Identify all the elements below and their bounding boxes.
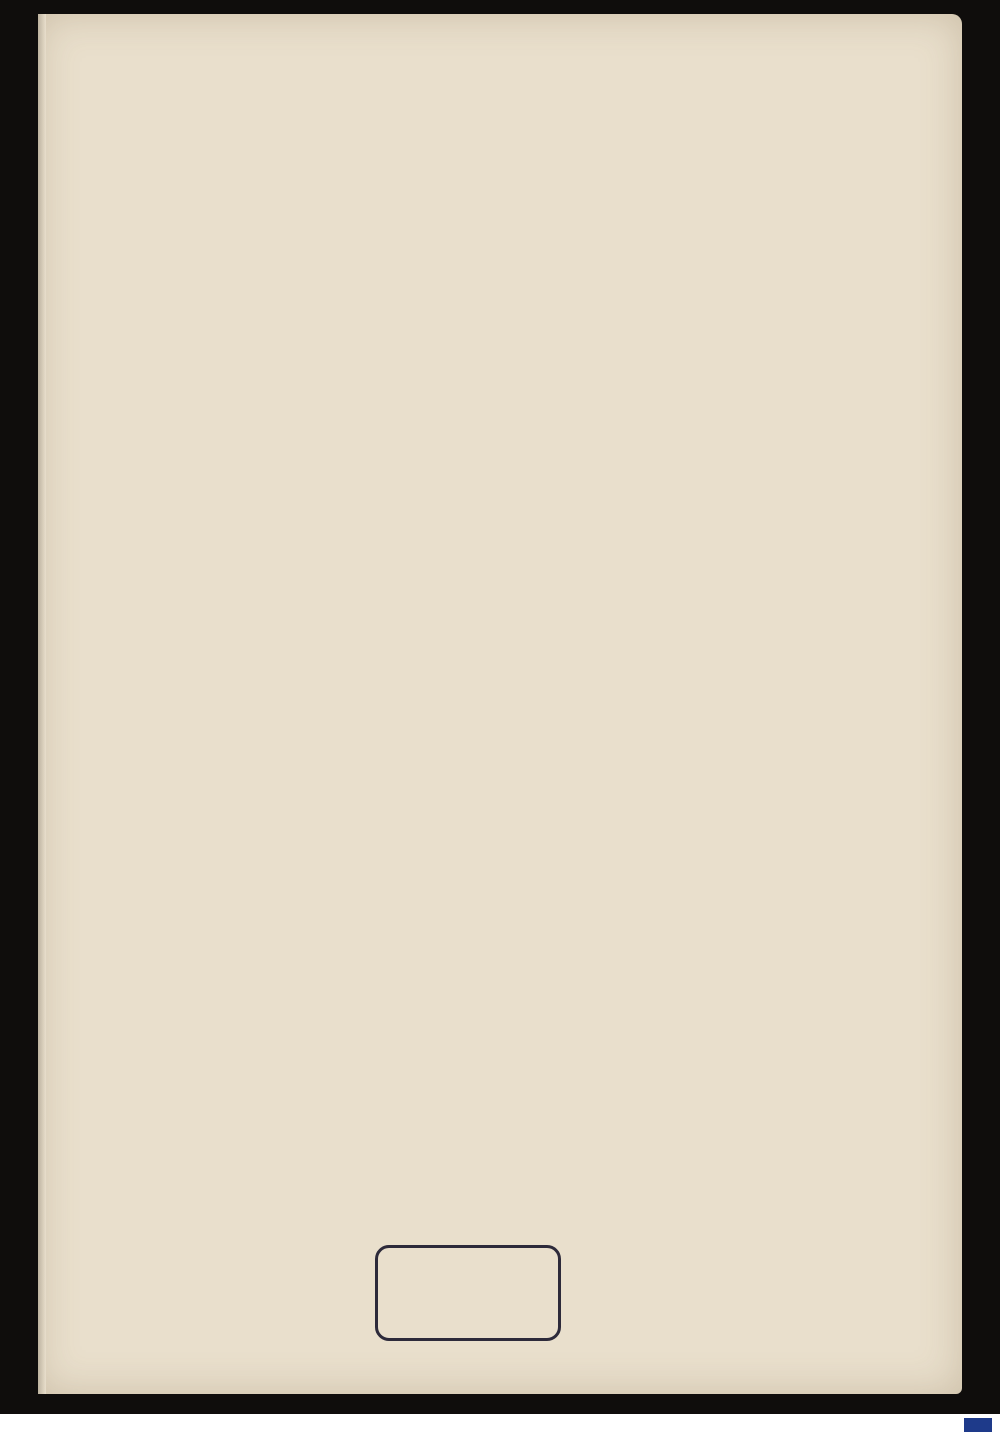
page-edge <box>38 14 46 1394</box>
dfg-logo[interactable] <box>964 1418 992 1432</box>
book-page <box>38 14 962 1394</box>
library-stamp <box>375 1245 561 1341</box>
